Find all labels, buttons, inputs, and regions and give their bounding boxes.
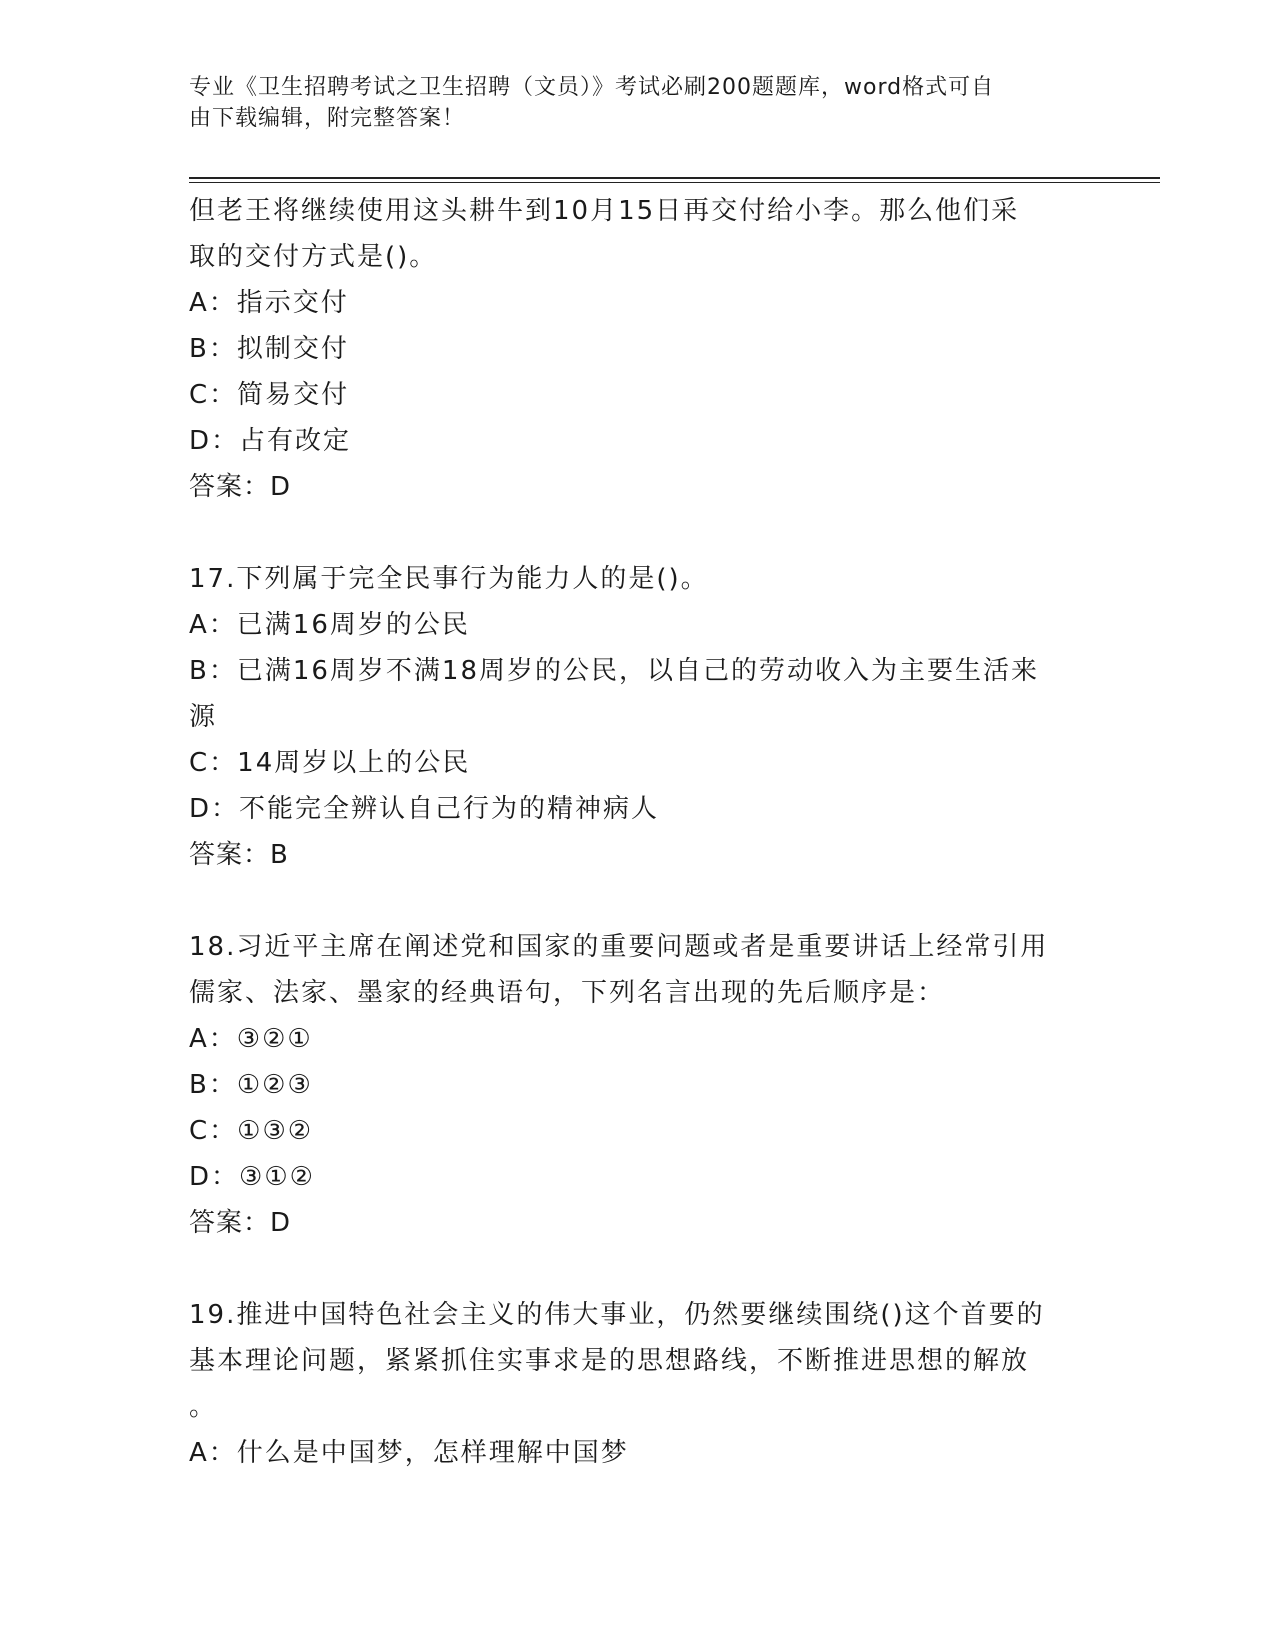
option-b-continued: 源: [189, 702, 218, 732]
question-stem: 基本理论问题，紧紧抓住实事求是的思想路线，不断推进思想的解放: [189, 1346, 1030, 1376]
question-stem: 取的交付方式是()。: [189, 242, 438, 272]
option-c: C：14周岁以上的公民: [189, 748, 471, 778]
header-line-1: 专业《卫生招聘考试之卫生招聘（文员）》考试必刷200题题库，word格式可自: [189, 75, 995, 100]
question-stem: 儒家、法家、墨家的经典语句，下列名言出现的先后顺序是：: [189, 978, 946, 1008]
document-header: [189, 72, 1069, 134]
question-18: [189, 924, 1089, 1246]
option-d: D：③①②: [189, 1162, 315, 1192]
option-a: A：③②①: [189, 1024, 313, 1054]
option-a: A：已满16周岁的公民: [189, 610, 470, 640]
option-b: B：①②③: [189, 1070, 313, 1100]
question-stem: 18.习近平主席在阐述党和国家的重要问题或者是重要讲话上经常引用: [189, 932, 1049, 962]
question-stem: 。: [189, 1392, 218, 1422]
question-19: [189, 1292, 1089, 1476]
question-stem: 19.推进中国特色社会主义的伟大事业，仍然要继续围绕()这个首要的: [189, 1300, 1045, 1330]
option-d: D：不能完全辨认自己行为的精神病人: [189, 794, 660, 824]
answer: 答案：D: [189, 472, 292, 502]
question-stem: 17.下列属于完全民事行为能力人的是()。: [189, 564, 709, 594]
header-divider: [189, 177, 1160, 183]
answer: 答案：B: [189, 840, 289, 870]
question-17: [189, 556, 1089, 878]
question-stem: 但老王将继续使用这头耕牛到10月15日再交付给小李。那么他们采: [189, 196, 1020, 226]
option-b: B：已满16周岁不满18周岁的公民，以自己的劳动收入为主要生活来: [189, 656, 1040, 686]
question-16: [189, 188, 1089, 510]
document-body: [189, 188, 1089, 1476]
option-c: C：①③②: [189, 1116, 314, 1146]
option-a: A：指示交付: [189, 288, 349, 318]
answer: 答案：D: [189, 1208, 292, 1238]
option-d: D：占有改定: [189, 426, 352, 456]
option-c: C：简易交付: [189, 380, 350, 410]
option-b: B：拟制交付: [189, 334, 349, 364]
option-a: A：什么是中国梦，怎样理解中国梦: [189, 1438, 629, 1468]
header-line-2: 由下载编辑，附完整答案！: [189, 106, 466, 131]
